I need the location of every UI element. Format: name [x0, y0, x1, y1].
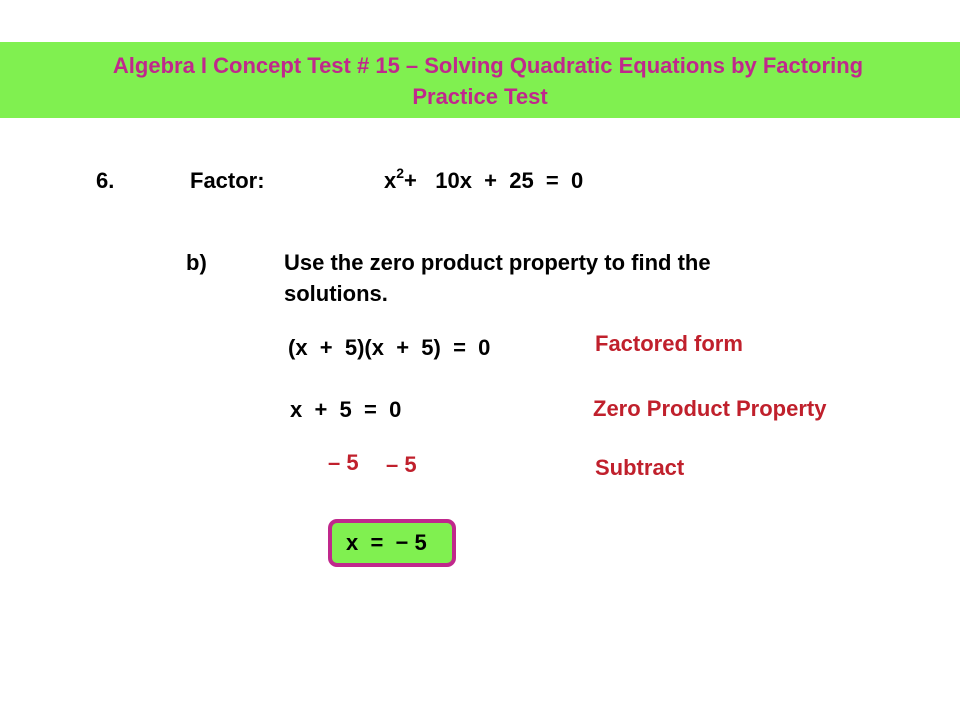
subtract-right: – 5	[386, 452, 417, 477]
slide-subtitle: Practice Test	[412, 84, 548, 109]
part-b-instruction-line1: Use the zero product property to find the	[284, 250, 711, 275]
problem-equation	[384, 164, 584, 194]
factored-equation: (x + 5)(x + 5) = 0	[288, 335, 491, 360]
equation-rest: + 10x + 25 = 0	[404, 168, 584, 193]
problem-instruction: Factor:	[190, 168, 265, 193]
factored-form-note: Factored form	[595, 331, 743, 356]
subtract-note: Subtract	[595, 455, 685, 480]
zero-product-note: Zero Product Property	[593, 396, 827, 421]
slide-title: Algebra I Concept Test # 15 – Solving Quadratic Equations by Factoring	[112, 53, 864, 78]
problem-number: 6.	[96, 168, 115, 193]
equation-exponent: 2	[396, 164, 405, 181]
part-b-label: b)	[186, 250, 207, 275]
zero-product-equation: x + 5 = 0	[290, 397, 402, 422]
equation-base: x	[384, 168, 397, 193]
part-b-instruction-line2: solutions.	[284, 281, 388, 306]
subtract-left: – 5	[328, 450, 359, 475]
answer-text: x = − 5	[346, 530, 427, 555]
